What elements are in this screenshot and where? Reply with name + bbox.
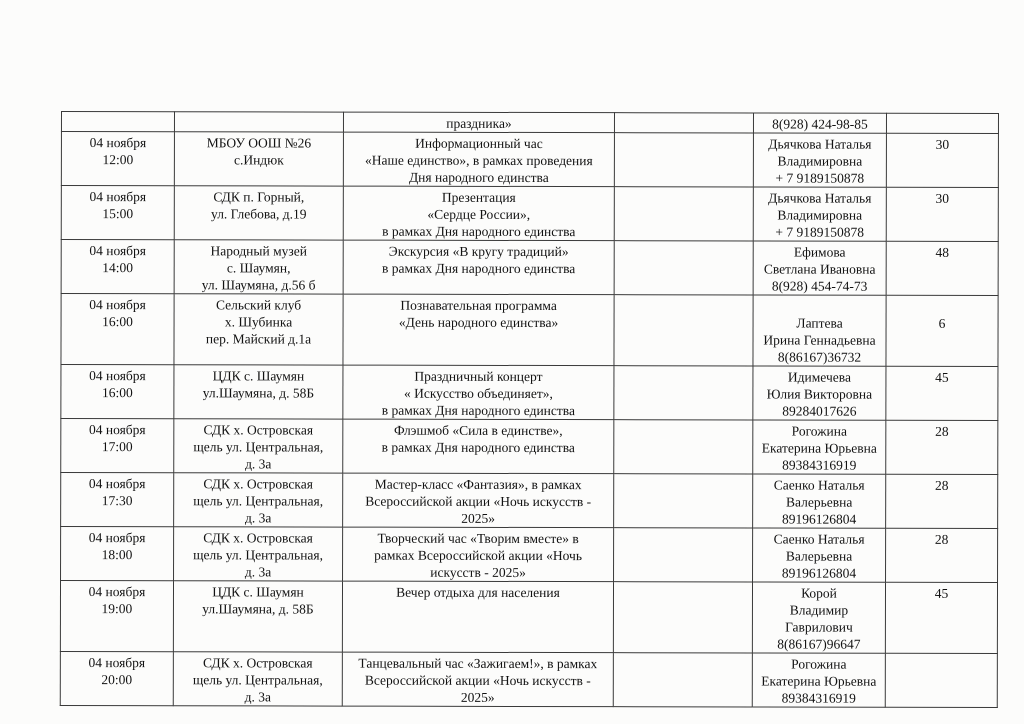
table-row [61,294,998,367]
cell-location [174,112,343,132]
cell-location: СДК х. Островская щель ул. Центральная, д. 3а [174,473,343,527]
table-row [61,240,998,296]
cell-datetime: 04 ноября 17:30 [61,473,174,527]
cell-location: ЦДК с. Шаумян ул.Шаумяна, д. 58Б [174,365,343,419]
cell-count: 30 [886,133,998,187]
cell-datetime: 04 ноября 15:00 [61,186,174,240]
cell-datetime: 04 ноября 19:00 [60,581,173,652]
cell-description: Праздничный концерт « Искусство объединяет», в рамках Дня народного единства [343,365,614,420]
cell-datetime: 04 ноября 17:00 [61,419,174,473]
cell-datetime: 04 ноября 16:00 [61,294,174,365]
table-row [61,186,998,242]
table-row [60,581,997,654]
cell-description: праздника» [343,112,614,133]
table-row [61,365,998,421]
cell-count: 30 [886,187,998,241]
cell-description: Танцевальный час «Зажигаем!», в рамках Всероссийской акции «Ночь искусств - 2025» [342,652,613,707]
cell-contact: Лаптева Ирина Геннадьевна 8(86167)36732 [753,295,886,366]
cell-count: 28 [886,528,998,582]
cell-location: СДК п. Горный, ул. Глебова, д.19 [174,186,343,240]
cell-description: Мастер-класс «Фантазия», в рамках Всероссийской акции «Ночь искусств - 2025» [343,473,614,528]
cell-datetime [61,112,174,132]
cell-description: Флэшмоб «Сила в единстве», в рамках Дня народного единства [343,419,614,474]
cell-location: ЦДК с. Шаумян ул.Шаумяна, д. 58Б [173,581,342,652]
cell-participants [614,295,753,366]
cell-description: Информационный час «Наше единство», в рамках проведения Дня народного единства [343,132,614,187]
cell-participants [614,187,753,241]
cell-location: Сельский клуб х. Шубинка пер. Майский д.1а [174,294,343,365]
cell-count [886,113,998,133]
cell-location: СДК х. Островская щель ул. Центральная, д. 3а [174,527,343,581]
cell-location: СДК х. Островская щель ул. Центральная, д. 3а [174,419,343,473]
cell-datetime: 04 ноября 12:00 [61,132,174,186]
cell-participants [614,474,753,528]
cell-count [885,653,997,707]
cell-participants [614,241,753,295]
cell-participants [614,420,753,474]
cell-count: 28 [886,420,998,474]
cell-description: Познавательная программа «День народного единства» [343,294,614,366]
cell-datetime: 04 ноября 16:00 [61,365,174,419]
events-table [60,111,999,708]
cell-contact: Саенко Наталья Валерьевна 89196126804 [753,528,886,582]
cell-participants [614,528,753,582]
cell-participants [614,366,753,420]
cell-contact: Дьячкова Наталья Владимировна + 7 9189150878 [753,187,886,241]
table-row [61,473,998,529]
table-row [61,132,998,188]
cell-location: СДК х. Островская щель ул. Центральная, д. 3а [173,652,342,706]
cell-participants [614,113,753,133]
cell-count: 45 [886,366,998,420]
cell-datetime: 04 ноября 14:00 [61,240,174,294]
cell-description: Творческий час «Творим вместе» в рамках Всероссийской акции «Ночь искусств - 2025» [343,527,614,582]
table-row [61,527,998,583]
cell-contact: Ефимова Светлана Ивановна 8(928) 454-74-73 [753,241,886,295]
cell-count: 45 [885,582,997,653]
cell-contact: Дьячкова Наталья Владимировна + 7 9189150878 [753,133,886,187]
cell-contact: Рогожина Екатерина Юрьевна 89384316919 [752,653,885,707]
cell-participants [613,653,752,707]
cell-participants [614,133,753,187]
table-row [60,651,997,707]
cell-location: Народный музей с. Шаумян, ул. Шаумяна, д.56 б [174,240,343,294]
cell-datetime: 04 ноября 18:00 [61,527,174,581]
table-row [61,112,998,134]
cell-participants [613,582,752,653]
cell-description: Вечер отдыха для населения [342,581,613,653]
cell-contact: 8(928) 424-98-85 [753,113,886,133]
cell-contact: Саенко Наталья Валерьевна 89196126804 [753,474,886,528]
cell-datetime: 04 ноября 20:00 [60,651,173,705]
cell-contact: Рогожина Екатерина Юрьевна 89384316919 [753,420,886,474]
cell-description: Экскурсия «В кругу традиций» в рамках Дня народного единства [343,240,614,295]
cell-count: 6 [886,295,998,366]
cell-contact: Корой Владимир Гаврилович 8(86167)96647 [752,582,885,653]
cell-description: Презентация «Сердце России», в рамках Дня народного единства [343,186,614,241]
cell-count: 48 [886,241,998,295]
cell-location: МБОУ ООШ №26 с.Индюк [174,132,343,186]
cell-contact: Идимечева Юлия Викторовна 89284017626 [753,366,886,420]
cell-count: 28 [886,474,998,528]
table-row [61,419,998,475]
